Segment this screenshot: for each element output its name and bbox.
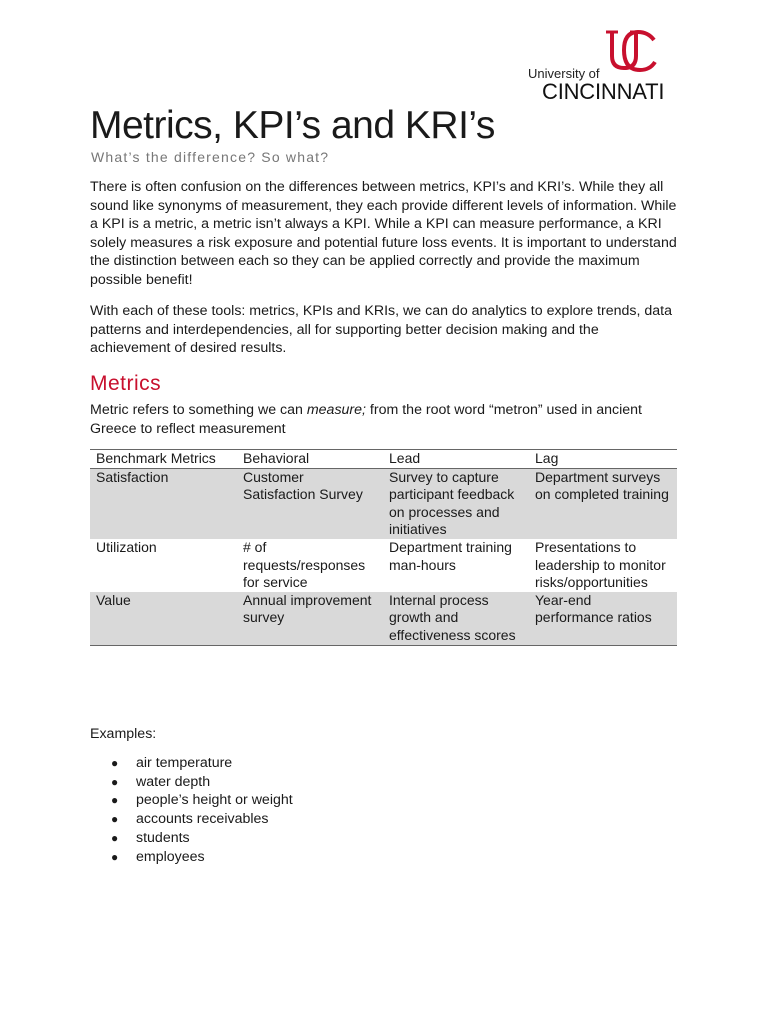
definition-text-start: Metric refers to something we can [90,402,307,418]
table-cell: Presentations to leadership to monitor risks/opportunities [535,538,666,591]
analytics-paragraph: With each of these tools: metrics, KPIs and KRIs, we can do analytics to explore trends, data patterns and interdependencies, all for supporting better decision making and the achievement of desired results. [90,303,672,356]
table-row [90,468,677,539]
table-cell: Survey to capture participant feedback on processes and initiatives [389,468,515,538]
examples-list [90,754,293,866]
table-header-cell: Benchmark Metrics [96,450,216,466]
table-cell: Value [96,591,131,608]
list-item-text: people’s height or weight [136,792,293,809]
definition-text-end: from the root word “metron” used in ancient Greece to reflect measurement [90,402,642,437]
table-cell: Utilization [96,538,157,555]
metrics-definition [90,401,680,438]
list-item-text: students [136,829,190,846]
list-item [90,754,293,773]
bullet-icon: ● [111,774,119,789]
logo-university-of: University of [528,66,600,81]
list-item [90,791,293,810]
table-header-cell: Lead [389,450,421,466]
table-row [90,539,677,592]
definition-emphasis: measure; [306,402,366,418]
table-header-cell: Lag [535,450,559,466]
list-item-text: employees [136,848,205,865]
bullet-icon: ● [111,812,119,827]
metrics-table [90,449,677,646]
list-item-text: accounts receivables [136,811,269,828]
table-cell: Year-end performance ratios [535,591,652,626]
table-row [90,592,677,645]
table-cell: Satisfaction [96,468,169,485]
table-cell: Annual improvement survey [243,591,372,626]
list-item-text: water depth [136,773,211,790]
table-cell: Department training man-hours [389,538,512,573]
uc-monogram-icon [602,30,658,74]
logo-cincinnati: CINCINNATI [542,79,665,104]
list-item [90,829,293,848]
bullet-icon: ● [111,830,119,845]
table-cell: Department surveys on completed training [535,468,669,503]
university-logo [528,30,678,102]
document-title: Metrics, KPI’s and KRI’s [90,104,495,147]
table-cell: # of requests/responses for service [243,538,366,591]
intro-paragraph: There is often confusion on the differences between metrics, KPI’s and KRI’s. While they all sound like synonyms of measurement, they each provide different levels of information. While a KPI is a metric, a metric isn’t always a KPI. While a KPI can measure performance, a KRI solely measures a risk exposure and potential future loss events. It is important to understand the distinction between each so they can be applied correctly and provide the maximum possible benefit! [90,179,677,288]
bullet-icon: ● [111,849,119,864]
list-item-text: air temperature [136,755,233,771]
list-item [90,848,293,867]
table-cell: Internal process growth and effectiveness scores [389,591,516,643]
metrics-heading: Metrics [90,372,162,395]
bullet-icon: ● [111,756,119,770]
bullet-icon: ● [111,793,119,808]
table-cell: Customer Satisfaction Survey [243,468,363,503]
table-header-cell: Behavioral [243,450,310,466]
list-item [90,773,293,792]
table-header-row [90,450,677,469]
list-item [90,810,293,829]
examples-label: Examples: [90,726,157,742]
document-subtitle: What’s the difference? So what? [91,149,330,165]
